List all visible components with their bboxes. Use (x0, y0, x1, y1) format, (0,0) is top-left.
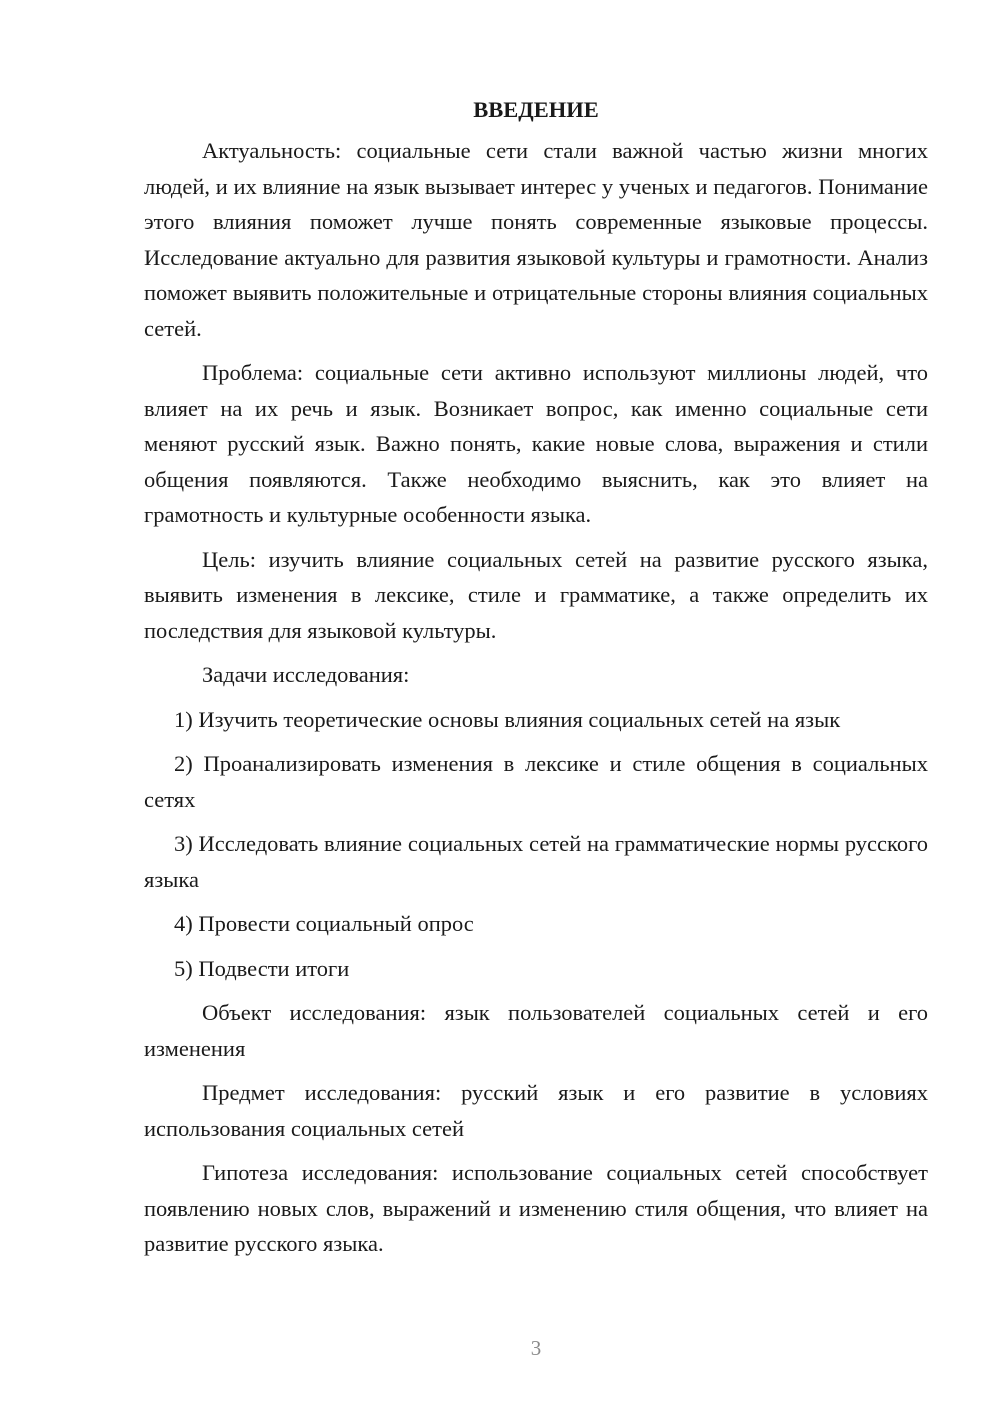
tasks-list (144, 702, 928, 987)
paragraph-relevance: Актуальность: социальные сети стали важной частью жизни многих людей, и их влияние на язык вызывает интерес у ученых и педагогов. Понимание этого влияния поможет лучше понять современные языковые процессы. Исследование актуально для развития языковой культуры и грамотности. Анализ поможет выявить положительные и отрицательные стороны влияния социальных сетей. (144, 138, 928, 341)
paragraph-goal: Цель: изучить влияние социальных сетей на развитие русского языка, выявить изменения в лексике, стиле и грамматике, а также определить их последствия для языковой культуры. (144, 546, 928, 643)
task-item: 2) Проанализировать изменения в лексике и стиле общения в социальных сетях (144, 751, 928, 812)
paragraph-problem: Проблема: социальные сети активно используют миллионы людей, что влияет на их речь и язык. Возникает вопрос, как именно социальные сети меняют русский язык. Важно понять, какие новые слова, выражения и стили общения появляются. Также необходимо выяснить, как это влияет на грамотность и культурные особенности языка. (144, 360, 928, 527)
tasks-heading: Задачи исследования: (202, 662, 410, 687)
paragraph-subject: Предмет исследования: русский язык и его развитие в условиях использования социальных сетей (144, 1080, 928, 1141)
task-item: 1) Изучить теоретические основы влияния социальных сетей на язык (174, 706, 841, 732)
task-item: 4) Провести социальный опрос (174, 911, 474, 936)
page-title: ВВЕДЕНИЕ (473, 97, 599, 122)
task-item: 3) Исследовать влияние социальных сетей на грамматические нормы русского языка (144, 831, 928, 892)
paragraph-object: Объект исследования: язык пользователей социальных сетей и его изменения (144, 1000, 928, 1061)
task-item: 5) Подвести итоги (174, 955, 350, 981)
page-number: 3 (530, 1336, 542, 1360)
paragraph-hypothesis: Гипотеза исследования: использование социальных сетей способствует появлению новых слов, выражений и изменению стиля общения, что влияет на развитие русского языка. (144, 1160, 928, 1256)
page-content (144, 92, 928, 1271)
